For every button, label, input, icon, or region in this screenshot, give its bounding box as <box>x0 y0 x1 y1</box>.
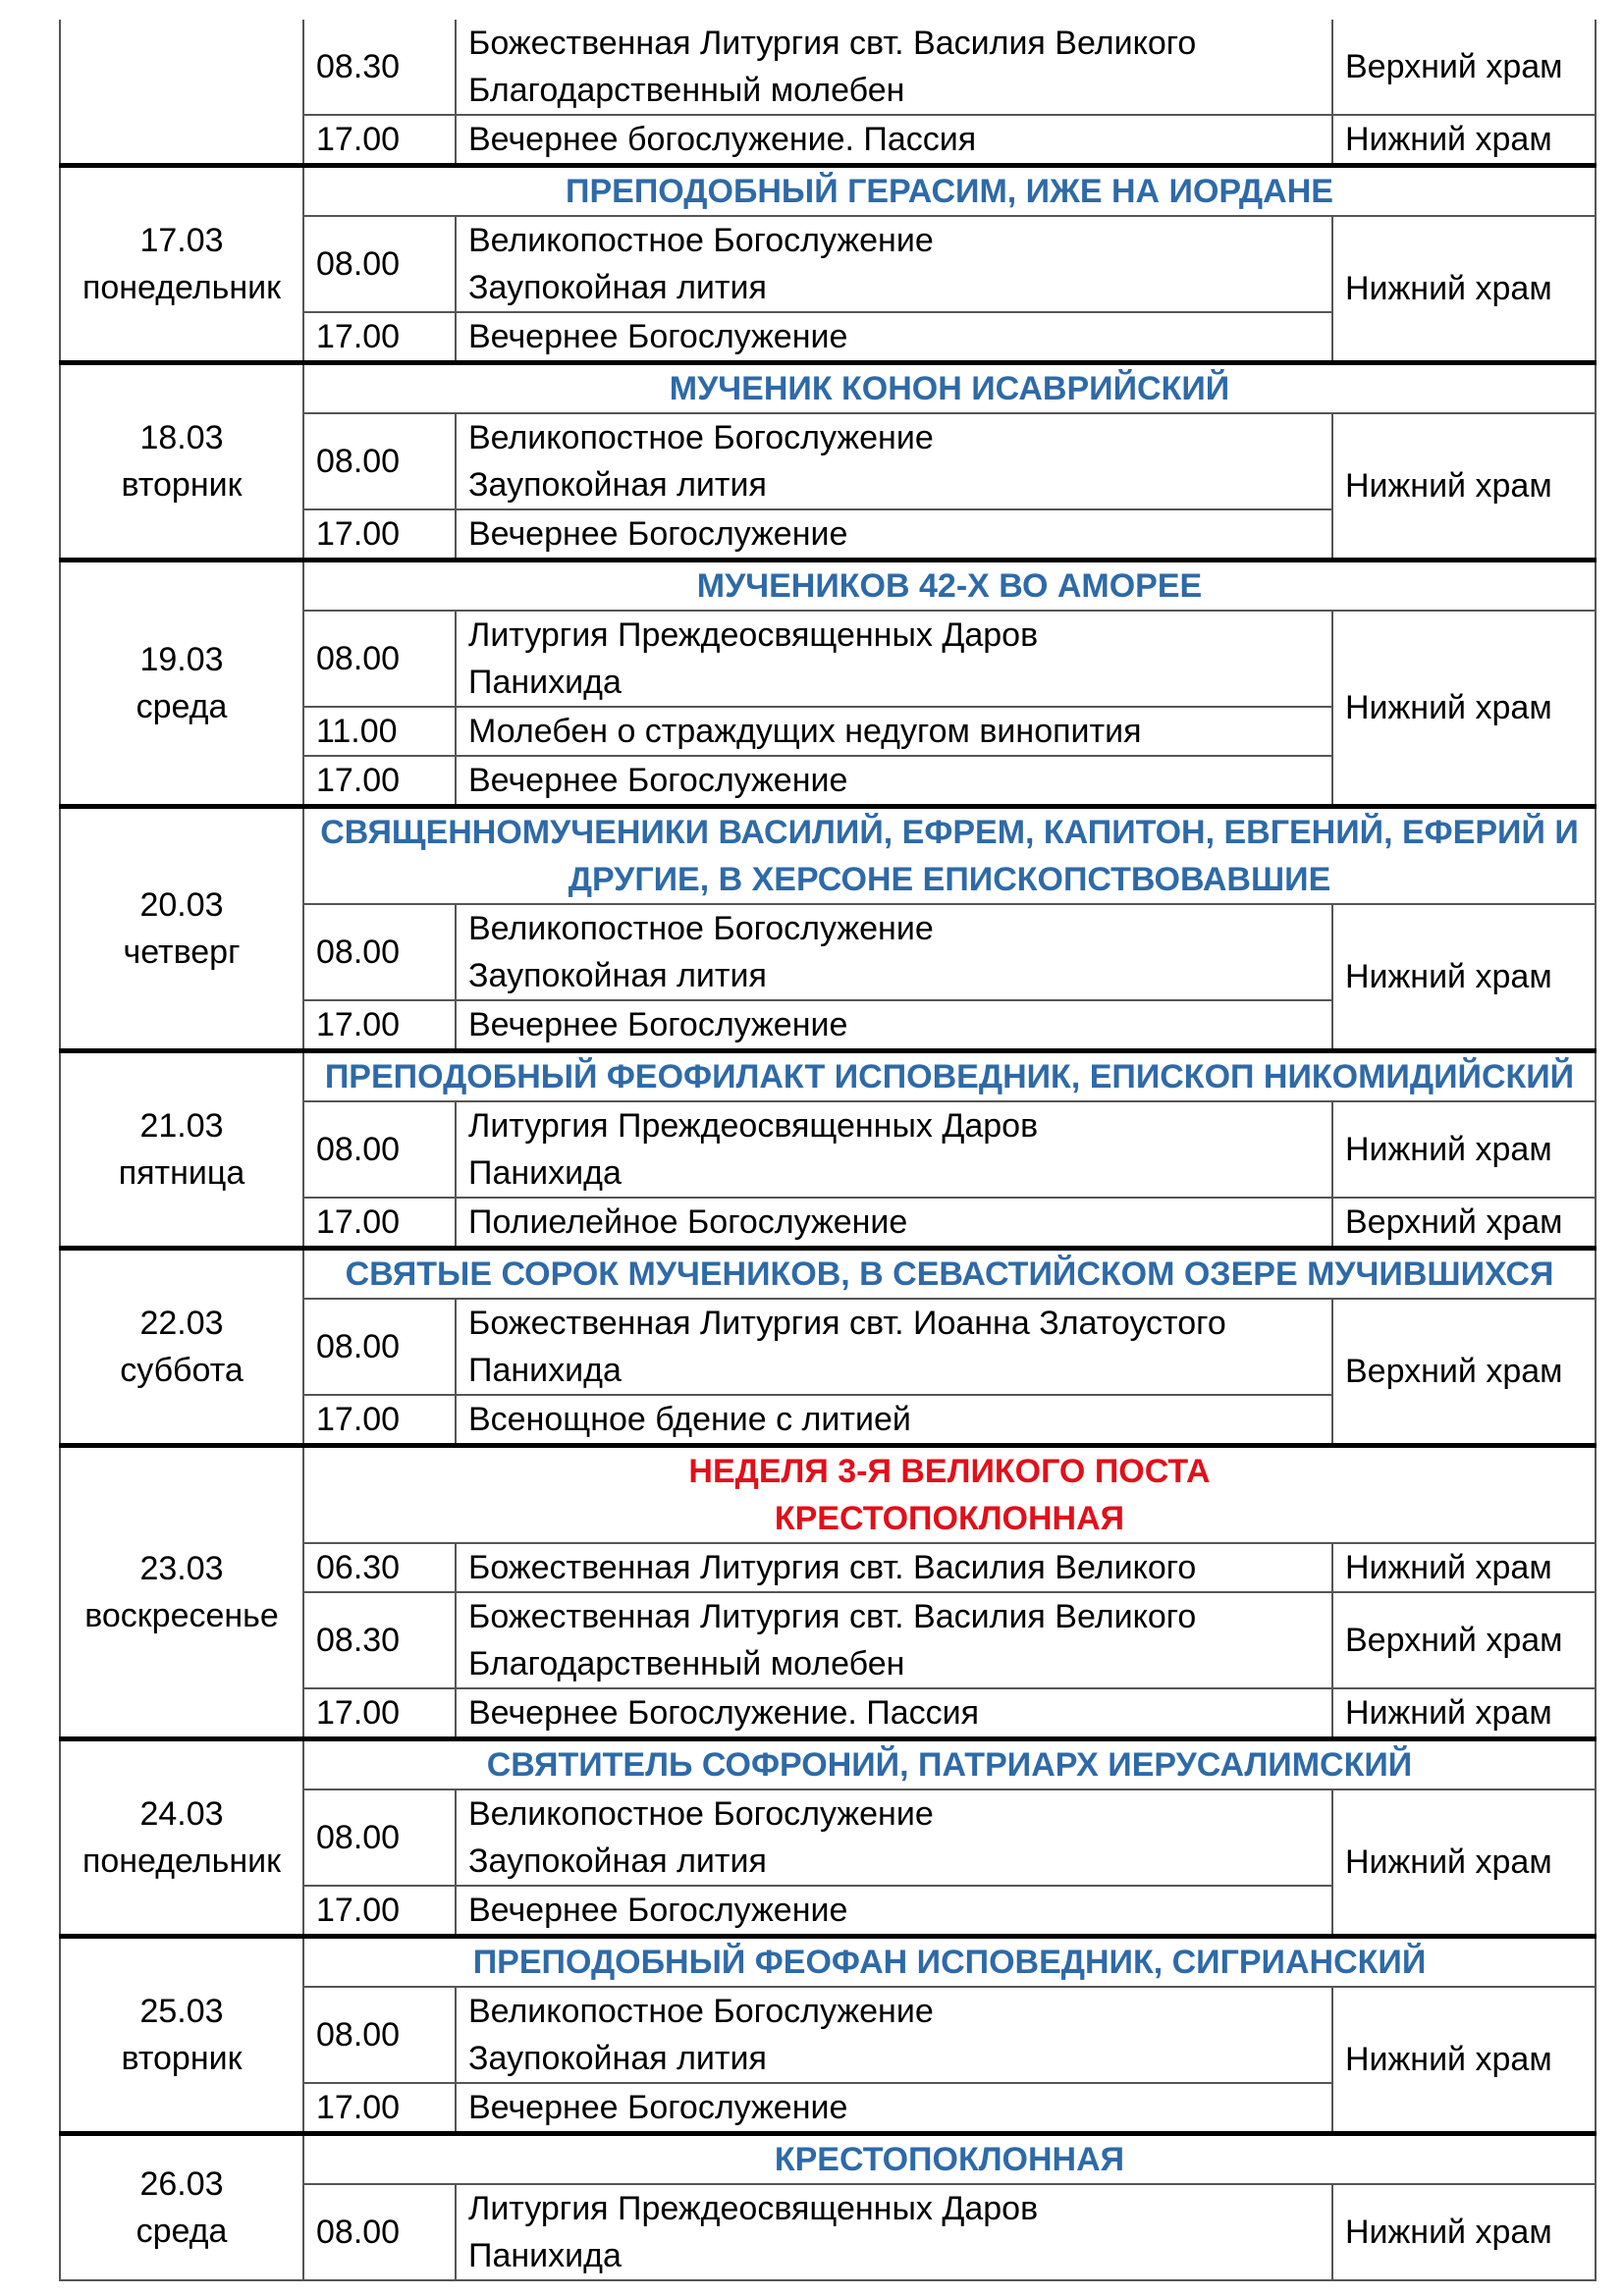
time-cell: 08.00 <box>303 1101 456 1198</box>
time-cell: 08.00 <box>303 1789 456 1886</box>
time-cell: 08.00 <box>303 904 456 1000</box>
time-cell: 17.00 <box>303 1395 456 1446</box>
feast-title-line: ДРУГИЕ, В ХЕРСОНЕ ЕПИСКОПСТВОВАВШИЕ <box>568 861 1331 898</box>
service-cell <box>456 1000 1332 1051</box>
service-line: Вечернее Богослужение <box>468 1892 848 1929</box>
service-cell <box>456 20 1332 115</box>
time-cell: 06.30 <box>303 1543 456 1592</box>
feast-title <box>303 1249 1596 1300</box>
service-cell <box>456 1886 1332 1937</box>
service-cell <box>456 1789 1332 1886</box>
service-line: Вечернее Богослужение <box>468 762 848 799</box>
service-line: Божественная Литургия свт. Василия Великого <box>468 1549 1197 1586</box>
date-value: 22.03 <box>139 1305 224 1342</box>
service-line: Божественная Литургия свт. Иоанна Златоустого <box>468 1305 1226 1342</box>
time-cell: 17.00 <box>303 1198 456 1249</box>
location-cell: Нижний храм <box>1332 216 1596 363</box>
date-cell <box>60 2134 303 2281</box>
date-value: 24.03 <box>139 1795 224 1833</box>
service-cell <box>456 1688 1332 1739</box>
service-line: Вечернее Богослужение <box>468 2089 848 2126</box>
time-cell: 08.00 <box>303 611 456 707</box>
service-cell <box>456 904 1332 1000</box>
date-cell <box>60 1739 303 1937</box>
location-cell: Нижний храм <box>1332 1987 1596 2134</box>
location-cell: Нижний храм <box>1332 1789 1596 1937</box>
service-cell <box>456 1543 1332 1592</box>
weekday: пятница <box>118 1154 245 1192</box>
service-line: Заупокойная лития <box>468 957 767 994</box>
service-line: Полиелейное Богослужение <box>468 1203 908 1241</box>
service-cell <box>456 1198 1332 1249</box>
weekday: четверг <box>123 934 241 971</box>
feast-title-line: ПРЕПОДОБНЫЙ ФЕОФАН ИСПОВЕДНИК, СИГРИАНСКИЙ <box>472 1944 1427 1981</box>
weekday: понедельник <box>81 269 282 306</box>
day-header-row <box>60 1739 1596 1790</box>
time-cell: 08.00 <box>303 1987 456 2083</box>
feast-title-line: КРЕСТОПОКЛОННАЯ <box>774 1500 1125 1537</box>
feast-title <box>303 561 1596 612</box>
service-line: Великопостное Богослужение <box>468 910 934 947</box>
location-cell: Верхний храм <box>1332 1299 1596 1446</box>
time-cell: 17.00 <box>303 1000 456 1051</box>
time-cell: 11.00 <box>303 707 456 756</box>
location-cell: Нижний храм <box>1332 1688 1596 1739</box>
feast-title-line: СВЯТЫЕ СОРОК МУЧЕНИКОВ, В СЕВАСТИЙСКОМ ОЗЕРЕ МУЧИВШИХСЯ <box>345 1255 1554 1293</box>
date-value: 26.03 <box>139 2165 224 2203</box>
service-line: Литургия Преждеосвященных Даров <box>468 2190 1039 2227</box>
feast-title <box>303 1937 1596 1988</box>
date-value: 17.03 <box>139 222 224 259</box>
time-cell: 08.30 <box>303 1592 456 1688</box>
service-line: Заупокойная лития <box>468 466 767 504</box>
weekday: среда <box>135 2213 228 2250</box>
date-value: 18.03 <box>139 419 224 456</box>
service-cell <box>456 312 1332 363</box>
service-cell <box>456 1395 1332 1446</box>
time-cell: 17.00 <box>303 115 456 166</box>
date-cell <box>60 1249 303 1446</box>
service-line: Вечернее богослужение. Пассия <box>468 121 977 158</box>
date-cell <box>60 807 303 1051</box>
service-cell <box>456 707 1332 756</box>
service-line: Панихида <box>468 1352 622 1389</box>
service-line: Заупокойная лития <box>468 1842 767 1880</box>
weekday: понедельник <box>81 1842 282 1880</box>
service-cell <box>456 2184 1332 2280</box>
feast-title <box>303 166 1596 217</box>
location-cell: Нижний храм <box>1332 1101 1596 1198</box>
weekday: среда <box>135 688 228 725</box>
weekday: воскресенье <box>84 1597 279 1634</box>
date-value: 25.03 <box>139 1993 224 2030</box>
service-line: Божественная Литургия свт. Василия Великого <box>468 25 1197 62</box>
date-cell <box>60 20 303 166</box>
date-cell <box>60 1937 303 2134</box>
feast-title-line: СВЯТИТЕЛЬ СОФРОНИЙ, ПАТРИАРХ ИЕРУСАЛИМСКИЙ <box>486 1746 1413 1784</box>
service-cell <box>456 1101 1332 1198</box>
location-cell: Нижний храм <box>1332 2184 1596 2280</box>
feast-title-line: МУЧЕНИКОВ 42-Х ВО АМОРЕЕ <box>696 567 1203 605</box>
location-cell: Верхний храм <box>1332 1592 1596 1688</box>
time-cell: 08.00 <box>303 216 456 312</box>
location-cell: Нижний храм <box>1332 904 1596 1051</box>
location-cell: Нижний храм <box>1332 1543 1596 1592</box>
service-cell <box>456 2083 1332 2134</box>
service-line: Вечернее Богослужение <box>468 515 848 553</box>
time-cell: 08.00 <box>303 1299 456 1395</box>
day-header-row <box>60 363 1596 414</box>
date-value: 23.03 <box>139 1550 224 1587</box>
service-line: Панихида <box>468 2237 622 2274</box>
day-header-row <box>60 807 1596 905</box>
feast-title-line: ПРЕПОДОБНЫЙ ГЕРАСИМ, ИЖЕ НА ИОРДАНЕ <box>566 173 1333 210</box>
time-cell: 08.30 <box>303 20 456 115</box>
service-cell <box>456 115 1332 166</box>
feast-title <box>303 807 1596 905</box>
feast-title-line: НЕДЕЛЯ 3-Я ВЕЛИКОГО ПОСТА <box>688 1453 1211 1490</box>
day-header-row <box>60 1446 1596 1544</box>
service-cell <box>456 509 1332 561</box>
date-value: 20.03 <box>139 886 224 924</box>
time-cell: 17.00 <box>303 756 456 807</box>
service-line: Великопостное Богослужение <box>468 1795 934 1833</box>
time-cell: 17.00 <box>303 1886 456 1937</box>
location-cell: Нижний храм <box>1332 413 1596 561</box>
date-value: 19.03 <box>139 641 224 678</box>
day-header-row <box>60 561 1596 612</box>
time-cell: 17.00 <box>303 2083 456 2134</box>
day-header-row <box>60 2134 1596 2185</box>
day-header-row <box>60 1051 1596 1102</box>
feast-title-line: СВЯЩЕННОМУЧЕНИКИ ВАСИЛИЙ, ЕФРЕМ, КАПИТОН, ЕВГЕНИЙ, ЕФЕРИЙ И <box>320 814 1579 851</box>
service-cell <box>456 1592 1332 1688</box>
service-line: Литургия Преждеосвященных Даров <box>468 1107 1039 1145</box>
service-line: Великопостное Богослужение <box>468 419 934 456</box>
date-cell <box>60 1446 303 1739</box>
service-line: Божественная Литургия свт. Василия Великого <box>468 1598 1197 1635</box>
service-line: Молебен о страждущих недугом винопития <box>468 713 1142 750</box>
feast-title <box>303 1739 1596 1790</box>
service-line: Вечернее Богослужение <box>468 1006 848 1043</box>
time-cell: 17.00 <box>303 1688 456 1739</box>
day-header-row <box>60 1937 1596 1988</box>
feast-title <box>303 1446 1596 1544</box>
schedule-table <box>59 20 1597 2281</box>
service-cell <box>456 413 1332 509</box>
service-cell <box>456 1987 1332 2083</box>
weekday: вторник <box>121 466 243 504</box>
time-cell: 17.00 <box>303 509 456 561</box>
service-cell <box>456 756 1332 807</box>
service-line: Вечернее Богослужение. Пассия <box>468 1694 980 1732</box>
service-line: Великопостное Богослужение <box>468 222 934 259</box>
time-cell: 08.00 <box>303 413 456 509</box>
date-cell <box>60 166 303 363</box>
service-line: Великопостное Богослужение <box>468 1993 934 2030</box>
feast-title-line: КРЕСТОПОКЛОННАЯ <box>774 2141 1125 2178</box>
location-cell: Верхний храм <box>1332 20 1596 115</box>
service-line: Заупокойная лития <box>468 269 767 306</box>
time-cell: 08.00 <box>303 2184 456 2280</box>
location-cell: Нижний храм <box>1332 115 1596 166</box>
date-value: 21.03 <box>139 1107 224 1145</box>
feast-title-line: МУЧЕНИК КОНОН ИСАВРИЙСКИЙ <box>669 370 1230 407</box>
service-line: Литургия Преждеосвященных Даров <box>468 616 1039 654</box>
day-header-row <box>60 166 1596 217</box>
feast-title <box>303 363 1596 414</box>
location-cell: Верхний храм <box>1332 1198 1596 1249</box>
date-cell <box>60 1051 303 1249</box>
feast-title <box>303 1051 1596 1102</box>
service-cell <box>456 611 1332 707</box>
schedule-row <box>60 20 1596 115</box>
feast-title <box>303 2134 1596 2185</box>
date-cell <box>60 561 303 807</box>
service-line: Заупокойная лития <box>468 2040 767 2077</box>
date-cell <box>60 363 303 561</box>
location-cell: Нижний храм <box>1332 611 1596 807</box>
weekday: вторник <box>121 2040 243 2077</box>
service-cell <box>456 1299 1332 1395</box>
feast-title-line: ПРЕПОДОБНЫЙ ФЕОФИЛАКТ ИСПОВЕДНИК, ЕПИСКОП НИКОМИДИЙСКИЙ <box>324 1058 1575 1095</box>
time-cell: 17.00 <box>303 312 456 363</box>
service-line: Благодарственный молебен <box>468 1645 905 1682</box>
service-cell <box>456 216 1332 312</box>
service-line: Благодарственный молебен <box>468 72 905 109</box>
day-header-row <box>60 1249 1596 1300</box>
service-line: Панихида <box>468 1154 622 1192</box>
service-line: Панихида <box>468 664 622 701</box>
weekday: суббота <box>120 1352 244 1389</box>
service-line: Всенощное бдение с литией <box>468 1401 911 1438</box>
service-line: Вечернее Богослужение <box>468 318 848 355</box>
